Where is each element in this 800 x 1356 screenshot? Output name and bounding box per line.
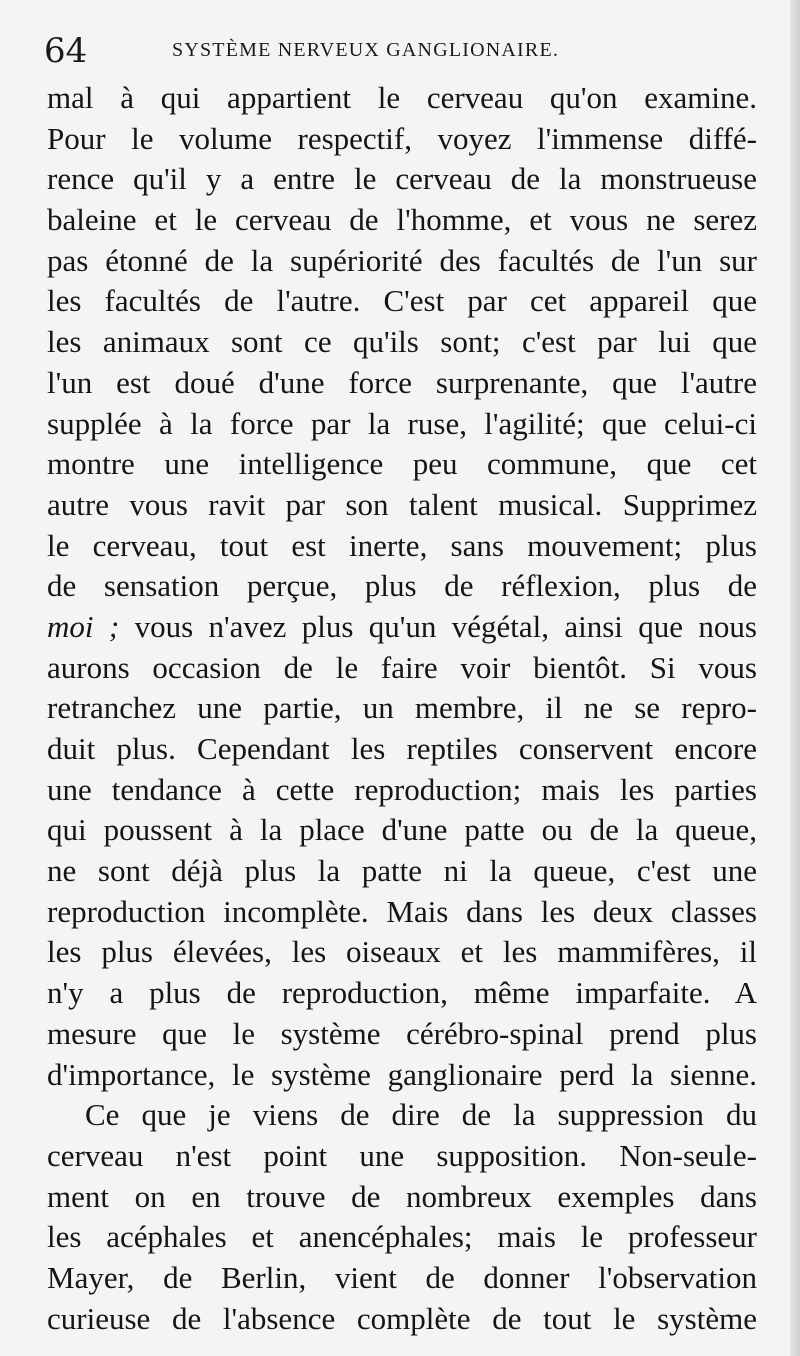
- page-header: [40, 30, 760, 80]
- text-line: supplée à la force par la ruse, l'agilité; que celui-ci: [47, 405, 757, 441]
- text-line: ne sont déjà plus la patte ni la queue, c'est une: [47, 853, 757, 889]
- text-line: ment on en trouve de nombreux exemples dans: [47, 1178, 757, 1214]
- page-edge-shadow: [790, 0, 800, 1356]
- text-line: les acéphales et anencéphales; mais le professeur: [47, 1219, 757, 1255]
- text-line: les plus élevées, les oiseaux et les mammifères, il: [47, 934, 757, 970]
- text-line: une tendance à cette reproduction; mais les parties: [47, 771, 757, 807]
- text-line: de sensation perçue, plus de réflexion, plus de: [47, 568, 757, 604]
- text-line-rest: vous n'avez plus qu'un végétal, ainsi que nous: [119, 608, 757, 644]
- text-line: cerveau n'est point une supposition. Non-seule-: [47, 1137, 757, 1173]
- italic-word: moi ;: [47, 608, 120, 644]
- text-line: le cerveau, tout est inerte, sans mouvement; plus: [47, 527, 757, 563]
- text-line: l'un est doué d'une force surprenante, que l'autre: [47, 364, 757, 400]
- text-line: montre une intelligence peu commune, que cet: [47, 446, 757, 482]
- body-text: [47, 78, 757, 1339]
- paragraph-first-line: Ce que je viens de dire de la suppression du: [85, 1097, 757, 1133]
- text-line-italic-start: [47, 607, 757, 648]
- text-line: curieuse de l'absence complète de tout le système: [47, 1300, 757, 1336]
- text-line: rence qu'il y a entre le cerveau de la monstrueuse: [47, 161, 757, 197]
- text-line: baleine et le cerveau de l'homme, et vous ne serez: [47, 202, 757, 238]
- text-line: Mayer, de Berlin, vient de donner l'observation: [47, 1259, 757, 1295]
- text-line: Pour le volume respectif, voyez l'immense diffé-: [47, 120, 757, 156]
- text-line: qui poussent à la place d'une patte ou de la queue,: [47, 812, 757, 848]
- text-line: reproduction incomplète. Mais dans les deux classes: [47, 893, 757, 929]
- text-line: retranchez une partie, un membre, il ne se repro-: [47, 690, 757, 726]
- text-line: duit plus. Cependant les reptiles conservent encore: [47, 731, 757, 766]
- text-line: les facultés de l'autre. C'est par cet appareil que: [47, 283, 757, 319]
- text-line: mesure que le système cérébro-spinal prend plus: [47, 1015, 757, 1051]
- text-line: d'importance, le système ganglionaire perd la sienne.: [47, 1056, 757, 1092]
- running-title: SYSTÈME NERVEUX GANGLIONAIRE.: [172, 39, 560, 61]
- page-number: 64: [44, 31, 88, 71]
- text-line: pas étonné de la supériorité des facultés de l'un sur: [47, 242, 757, 278]
- text-line: autre vous ravit par son talent musical. Supprimez: [47, 486, 757, 522]
- text-line: les animaux sont ce qu'ils sont; c'est par lui que: [47, 324, 757, 360]
- text-line: aurons occasion de le faire voir bientôt. Si vous: [47, 649, 757, 685]
- text-line: mal à qui appartient le cerveau qu'on examine.: [47, 80, 757, 115]
- text-line: n'y a plus de reproduction, même imparfaite. A: [47, 975, 757, 1011]
